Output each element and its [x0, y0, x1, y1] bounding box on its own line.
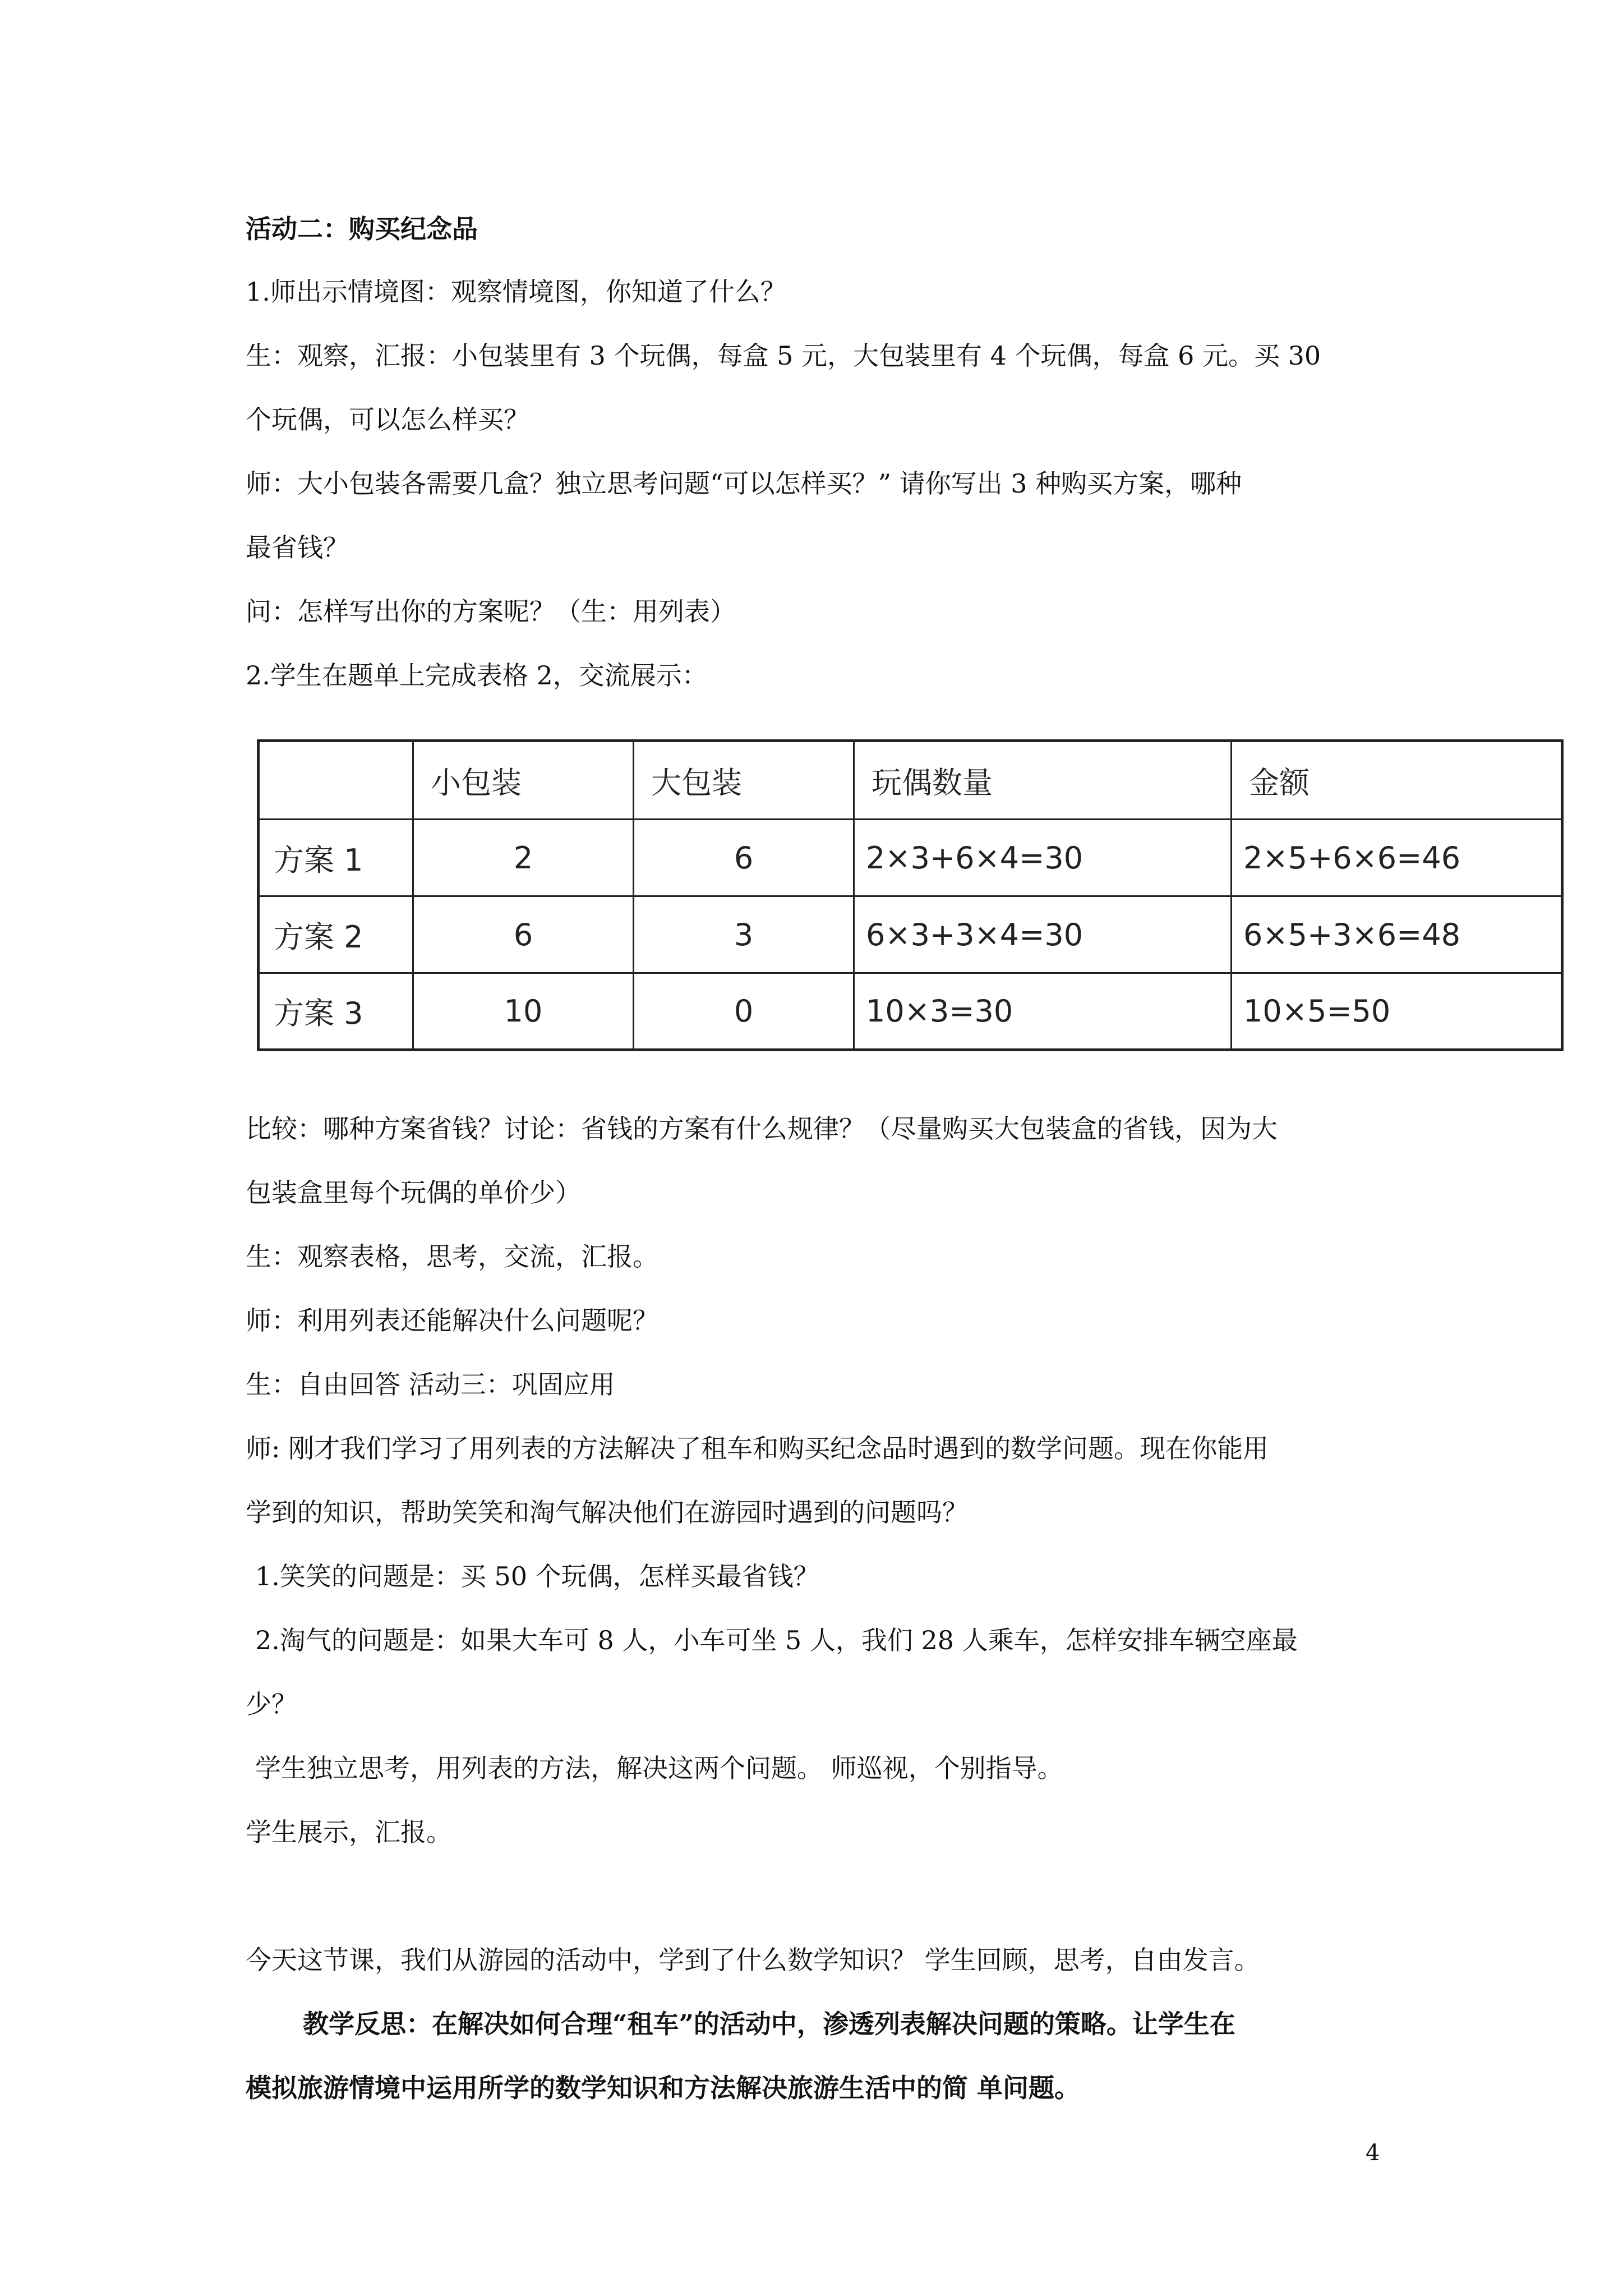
paragraph-line: 今天这节课，我们从游园的活动中，学到了什么数学知识？ 学生回顾，思考，自由发言。 — [246, 1945, 1260, 1975]
paragraph-line: 比较：哪种方案省钱？讨论：省钱的方案有什么规律？（尽量购买大包装盒的省钱，因为大 — [246, 1114, 1278, 1144]
table-header-cell: 金额 — [1232, 741, 1562, 820]
page-number: 4 — [1366, 2140, 1380, 2166]
table-cell: 6×3+3×4=30 — [854, 896, 1232, 973]
paragraph-line: 个玩偶，可以怎么样买？ — [246, 404, 529, 435]
table-row — [259, 896, 1562, 973]
table-cell: 2×3+6×4=30 — [854, 820, 1232, 896]
table-cell: 6 — [413, 896, 634, 973]
purchase-plan-table — [257, 739, 1564, 1051]
paragraph-line: 生：观察表格，思考，交流，汇报。 — [246, 1241, 658, 1272]
paragraph-line: 学生独立思考，用列表的方法，解决这两个问题。 师巡视，个别指导。 — [255, 1753, 1063, 1783]
table-cell: 方案 2 — [259, 896, 413, 973]
paragraph-line: 生：自由回答 活动三：巩固应用 — [246, 1369, 615, 1400]
table-cell: 2×5+6×6=46 — [1232, 820, 1562, 896]
paragraph-line: 少？ — [246, 1689, 297, 1719]
table-header-cell: 大包装 — [634, 741, 854, 820]
table-cell: 方案 1 — [259, 820, 413, 896]
paragraph-line: 包装盒里每个玩偶的单价少） — [246, 1177, 581, 1208]
paragraph-line: 2.学生在题单上完成表格 2，交流展示： — [246, 660, 708, 691]
activity2-title: 活动二：购买纪念品 — [246, 214, 478, 244]
table-cell: 10×3=30 — [854, 973, 1232, 1050]
table-header-cell: 小包装 — [413, 741, 634, 820]
paragraph-line: 学到的知识，帮助笑笑和淘气解决他们在游园时遇到的问题吗？ — [246, 1497, 968, 1527]
table-header-cell — [259, 741, 413, 820]
table-cell: 10 — [413, 973, 634, 1050]
table-header-row — [259, 741, 1562, 820]
table-row — [259, 820, 1562, 896]
table-header-cell: 玩偶数量 — [854, 741, 1232, 820]
paragraph-line: 最省钱？ — [246, 532, 349, 563]
table-cell: 2 — [413, 820, 634, 896]
reflection-line: 模拟旅游情境中运用所学的数学知识和方法解决旅游生活中的简 单问题。 — [246, 2073, 1081, 2103]
table-cell: 方案 3 — [259, 973, 413, 1050]
table-cell: 6×5+3×6=48 — [1232, 896, 1562, 973]
table-cell: 0 — [634, 973, 854, 1050]
paragraph-line: 2.淘气的问题是：如果大车可 8 人，小车可坐 5 人，我们 28 人乘车，怎样安排车辆空座最 — [255, 1625, 1298, 1655]
paragraph-line: 问：怎样写出你的方案呢？（生：用列表） — [246, 596, 736, 627]
paragraph-line: 师：大小包装各需要几盒？独立思考问题“可以怎样买？” 请你写出 3 种购买方案，哪种 — [246, 468, 1242, 499]
paragraph-line: 1.笑笑的问题是：买 50 个玩偶，怎样买最省钱？ — [255, 1561, 819, 1591]
table-cell: 3 — [634, 896, 854, 973]
paragraph-line: 学生展示，汇报。 — [246, 1817, 452, 1847]
paragraph-line: 师: 刚才我们学习了用列表的方法解决了租车和购买纪念品时遇到的数学问题。现在你能用 — [246, 1433, 1269, 1464]
table-cell: 6 — [634, 820, 854, 896]
paragraph-line: 1.师出示情境图：观察情境图，你知道了什么？ — [246, 277, 786, 307]
table-row — [259, 973, 1562, 1050]
reflection-line: 教学反思：在解决如何合理“租车”的活动中，渗透列表解决问题的策略。让学生在 — [303, 2009, 1235, 2039]
table-cell: 10×5=50 — [1232, 973, 1562, 1050]
paragraph-line: 生：观察，汇报：小包装里有 3 个玩偶，每盒 5 元，大包装里有 4 个玩偶，每盒 6 元。买 30 — [246, 341, 1321, 371]
paragraph-line: 师：利用列表还能解决什么问题呢？ — [246, 1305, 658, 1336]
